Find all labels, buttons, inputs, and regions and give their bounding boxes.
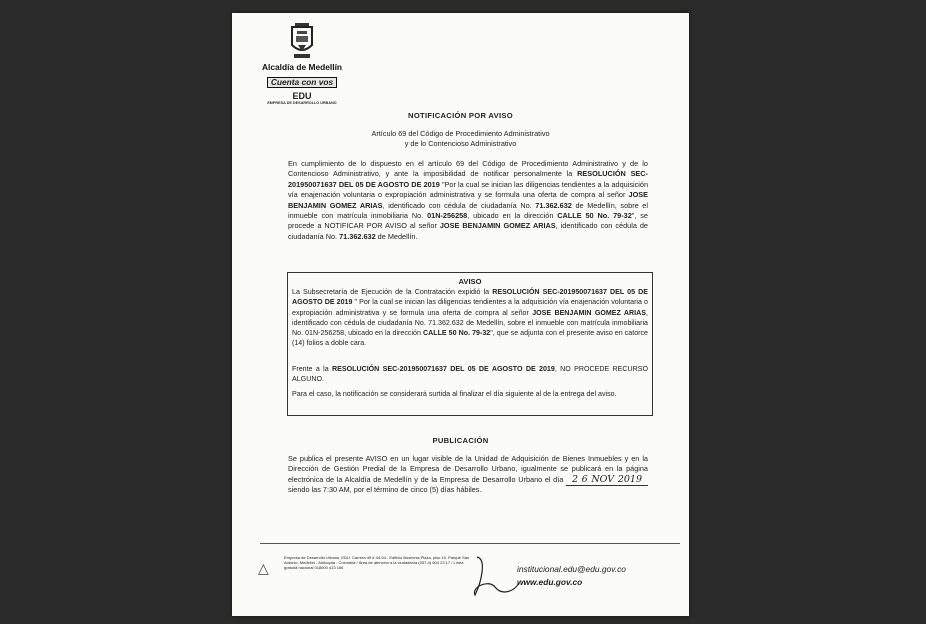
aviso-paragraph-2: Frente a la RESOLUCIÓN SEC-201950071637 DEL 05 DE AGOSTO DE 2019, NO PROCEDE RECURSO ALGUNO. (292, 365, 649, 384)
edu-subtitle: EMPRESA DE DESARROLLO URBANO (267, 101, 337, 105)
handwritten-date: 2 6 NOV 2019 (566, 474, 648, 486)
letterhead (254, 21, 350, 105)
subtitle-line-1: Artículo 69 del Código de Procedimiento Administrativo (371, 129, 550, 138)
city-seal-icon (289, 21, 315, 61)
footer-email-link[interactable]: institucional.edu@edu.gov.co (517, 564, 626, 574)
subtitle-line-2: y de lo Contencioso Administrativo (404, 139, 517, 148)
publicacion-paragraph: Se publica el presente AVISO en un lugar visible de la Unidad de Adquisición de Bienes Inmuebles y en la Dirección de Gestión Predial de la Empresa de Desarrollo Urbano, igualmente se publicará en la página electrónica de la Alcaldía de Medellín y de la Empresa de Desarrollo Urbano el día 2 6 NOV 2019 siendo las 7:30 AM, por el término de cinco (5) días hábiles. (288, 454, 648, 495)
edu-label: EDU (292, 91, 312, 101)
aviso-paragraph-3: Para el caso, la notificación se considerará surtida al finalizar el día siguiente al de la entrega del aviso. (292, 390, 617, 398)
aviso-box (287, 272, 653, 416)
aviso-heading: AVISO (458, 277, 482, 286)
aviso-paragraph-1: La Subsecretaría de Ejecución de la Contratación expidió la RESOLUCIÓN SEC-201950071637 DEL 05 DE AGOSTO DE 2019 " Por la cual se inician las diligencias tendientes a la adquisición vía enajenación voluntaria o expropiación administrativa y se formula una oferta de compra al señor JOSE BENJAMIN GOMEZ ARIAS, identificado con cédula de ciudadanía No. 71.362.632 de Medellín, sobre el inmueble con matrícula inmobiliaria No. 01N-256258, ubicado en la dirección CALLE 50 No. 79-32", que se adjunta con el presente aviso en catorce (14) folios a doble cara. (292, 288, 649, 348)
edu-footer-logo-icon: △ (258, 560, 269, 576)
cuenta-con-vos-label: Cuenta con vos (267, 77, 337, 88)
footer-divider (260, 543, 680, 544)
document-title: NOTIFICACIÓN POR AVISO (408, 111, 513, 120)
publicacion-heading: PUBLICACIÓN (432, 436, 489, 445)
document-page (232, 13, 689, 616)
footer-address: Empresa de Desarrollo Urbano, EDU. Carrera 49 # 44-94 - Edificio Business Plaza, piso 15. Parque San Antonio, Medellín - Antioquia - Colombia / Área de atención a la ciudadanía (057-4) 604 23 17 / Línea gratuita nacional 018000 413 166 (284, 555, 470, 570)
intro-paragraph: En cumplimiento de lo dispuesto en el artículo 69 del Código de Procedimiento Administrativo y de lo Contencioso Administrativo, y ante la imposibilidad de notificar personalmente la RESOLUCIÓN SEC-201950071637 DEL 05 DE AGOSTO DE 2019 "Por la cual se inician las diligencias tendientes a la adquisición vía enajenación voluntaria o expropiación administrativa y se formula una oferta de compra al señor JOSE BENJAMIN GOMEZ ARIAS, identificado con cédula de ciudadanía No. 71.362.632 de Medellín, sobre el inmueble con matrícula inmobiliaria No. 01N-256258, ubicado en la dirección CALLE 50 No. 79-32", se procede a NOTIFICAR POR AVISO al señor JOSE BENJAMIN GOMEZ ARIAS, identificado con cédula de ciudadanía No. 71.362.632 de Medellín. (288, 159, 649, 241)
footer-website-link[interactable]: www.edu.gov.co (517, 577, 583, 587)
signature-icon (467, 553, 522, 601)
alcaldia-label: Alcaldía de Medellín (261, 62, 343, 72)
